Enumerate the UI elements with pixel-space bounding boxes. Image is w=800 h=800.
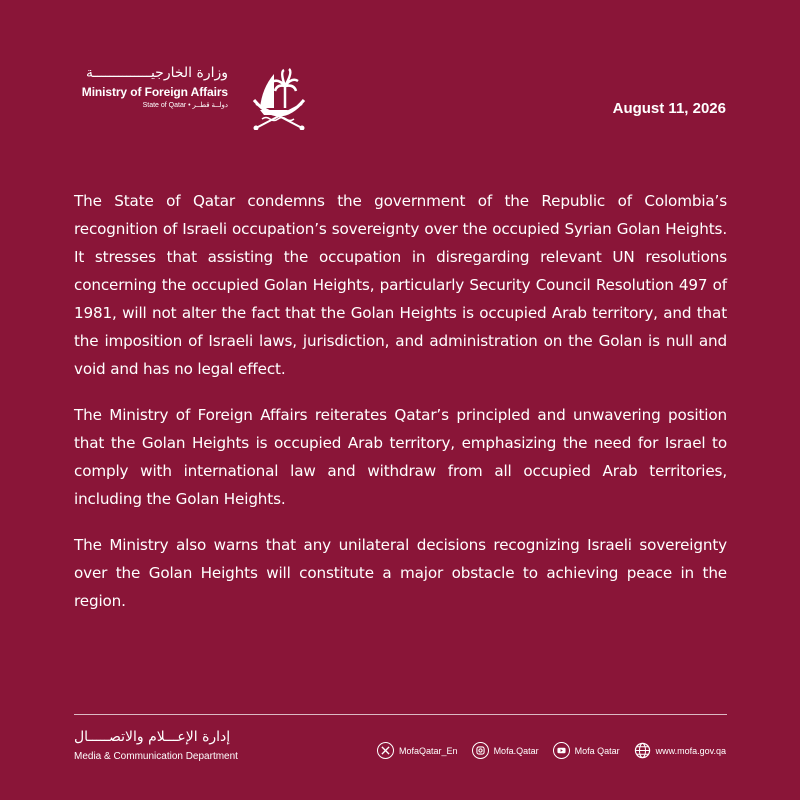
social-x[interactable] [377,742,458,759]
paragraph-2: The Ministry of Foreign Affairs reiterates Qatar’s principled and unwavering position that the Golan Heights is occupied Arab territory, emphasizing the need for Israel to comply with international law and withdraw from all occupied Arab territories, including the Golan Heights. [74,406,727,508]
date: August 11, 2026 [612,100,726,117]
department-name-english: Media & Communication Department [74,751,238,762]
social-instagram[interactable] [472,742,539,759]
ministry-name-arabic: وزارة الخارجيــــــــــــــة [86,65,228,81]
social-website[interactable] [634,742,726,759]
x-icon [377,742,394,759]
social-label: www.mofa.gov.qa [655,745,726,756]
paragraph-1: The State of Qatar condemns the government of the Republic of Colombia’s recognition of Israeli occupation’s sovereignty over the occupied Syrian Golan Heights. It stresses that assisting the occupation in disregarding relevant UN resolutions concerning the occupied Golan Heights, particularly Security Council Resolution 497 of 1981, will not alter the fact that the Golan Heights is occupied Arab territory, and that the imposition of Israeli laws, jurisdiction, and administration on the Golan is null and void and has no legal effect. [74,192,727,378]
logo-text [82,62,228,112]
social-label: Mofa.Qatar [493,745,539,756]
paragraph-3: The Ministry also warns that any unilateral decisions recognizing Israeli sovereignty over the Golan Heights will constitute a major obstacle to achieving peace in the region. [74,536,727,610]
youtube-icon [553,742,570,759]
header [0,0,800,160]
statement-body [74,187,727,633]
social-label: MofaQatar_En [399,745,458,756]
ministry-name-english: Ministry of Foreign Affairs [81,85,228,99]
state-of-qatar-line: State of Qatar • دولــة قطــر [142,102,228,109]
instagram-icon [472,742,489,759]
social-youtube[interactable] [553,742,620,759]
social-links [377,742,726,759]
globe-icon [634,742,651,759]
qatar-emblem-icon [248,64,310,130]
department-block [74,726,238,764]
social-label: Mofa Qatar [574,745,620,756]
footer-divider [74,714,727,715]
department-name-arabic: إدارة الإعـــلام والاتصـــــال [74,729,231,745]
ministry-logo [72,62,312,132]
